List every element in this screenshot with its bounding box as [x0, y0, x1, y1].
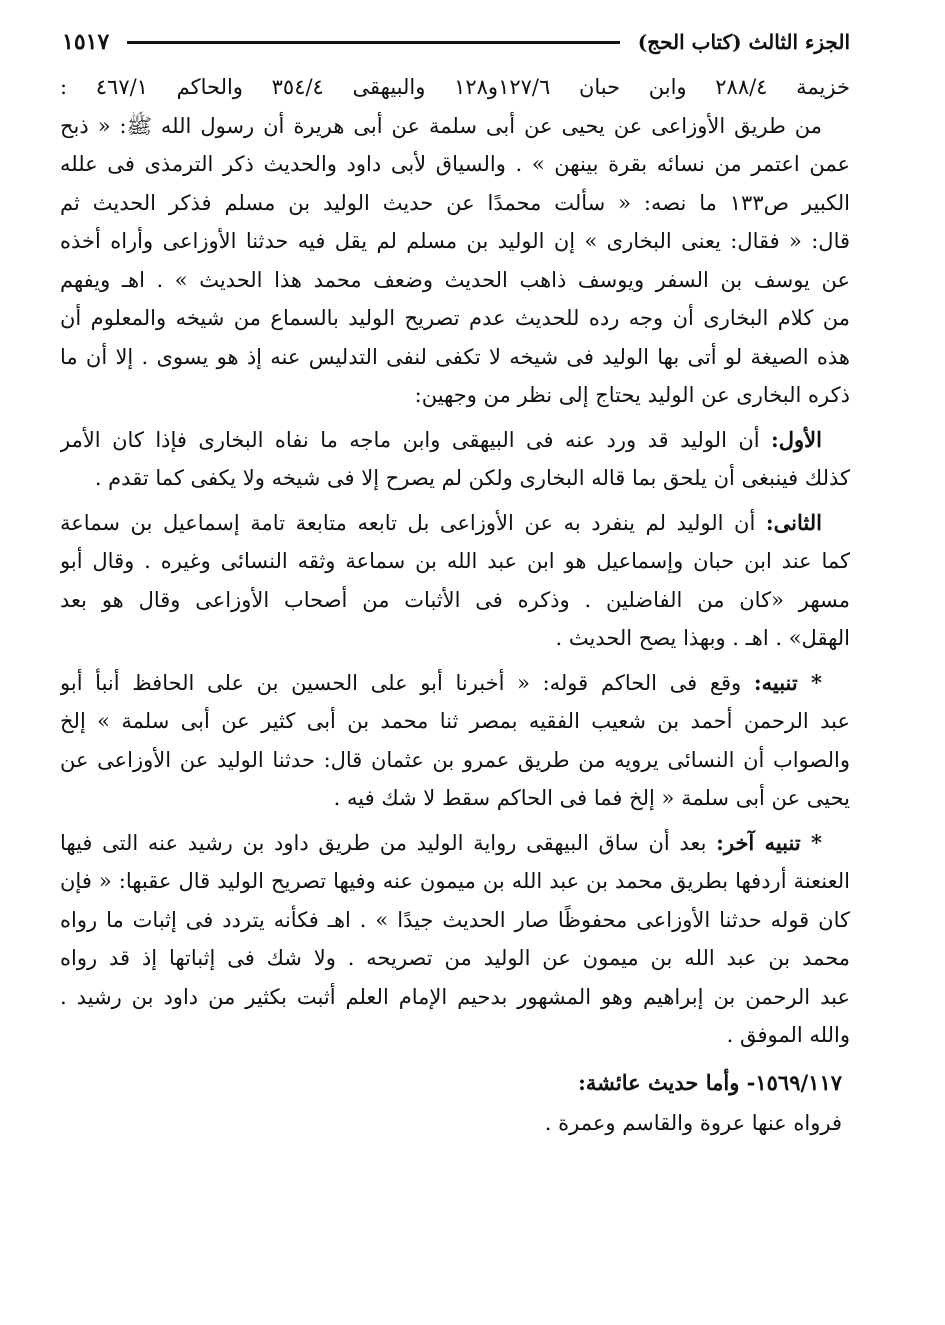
note-label: * تنبيه: [753, 669, 822, 695]
text-line: الهقل» . اهـ . وبهذا يصح الحديث . [555, 626, 850, 650]
text-line: هذه الصيغة لو أتى بها الوليد فى شيخه لا تكفى لنفى التدليس عنه إذ هو يسوى . إلا أن ما [60, 344, 850, 369]
text-line: كذلك فينبغى أن يلحق بما قاله البخارى ولكن لم يصرح إلا فى شيخه ولا يكفى كما تقدم . [94, 466, 850, 490]
section-heading: ١٥٦٩/١١٧- وأما حديث عائشة: [578, 1069, 842, 1095]
text-line: عن يوسف بن السفر ويوسف ذاهب الحديث وضعف محمد هذا الحديث » . اهـ ويفهم [60, 267, 850, 292]
first-point-text: أن الوليد قد ورد عنه فى البيهقى وابن ماجه ما نفاه البخارى فإذا كان الأمر [60, 427, 772, 452]
page-number: ١٥١٧ [62, 29, 110, 55]
section-text: فرواه عنها عروة والقاسم وعمرة . [544, 1110, 842, 1135]
second-note-line [60, 824, 850, 863]
text-line: ذكره البخارى عن الوليد يحتاج إلى نظر من وجهين: [414, 383, 850, 407]
first-point-label: الأول: [771, 426, 822, 452]
text-line: والله الموفق . [726, 1023, 850, 1047]
body-text [60, 68, 850, 1143]
second-point-text: أن الوليد لم ينفرد به عن الأوزاعى بل تابعه متابعة تامة إسماعيل بن سماعة [60, 510, 766, 535]
text-line: كان قوله حدثنا الأوزاعى محفوظًا صار الحديث جيدًا » . اهـ فكأنه يتردد فى إثبات ما رواه [60, 907, 850, 932]
text-line: قال: « فقال: يعنى البخارى » إن الوليد بن مسلم لم يقل فيه حدثنا الأوزاعى وأراه أخذه [60, 229, 850, 253]
text-line: كما عند ابن حبان وإسماعيل هو ابن عبد الله بن سماعة وثقه النسائى وغيره . وقال أبو [60, 549, 850, 573]
second-point-label: الثانى: [765, 509, 822, 535]
text-line: خزيمة ٢٨٨/٤ وابن حبان ١٢٧/٦و١٢٨ والبيهقى ٣٥٤/٤ والحاكم ٤٦٧/١ : [60, 75, 850, 99]
text-line: محمد بن عبد الله بن ميمون عن الوليد من تصريحه . ولا شك فى إثباتها إذ قد رواه [60, 946, 850, 970]
second-note-text: بعد أن ساق البيهقى رواية الوليد من طريق داود بن رشيد عنه التى فيها [60, 830, 717, 855]
second-point-line [60, 504, 850, 543]
first-point-line [60, 421, 850, 460]
note-text: وقع فى الحاكم قوله: « أخبرنا أبو على الحسين بن على الحافظ أنبأ أبو [60, 670, 754, 695]
text-line: عمن اعتمر من نسائه بقرة بينهن » . والسياق لأبى داود والحديث ذكر الترمذى فى علله [60, 152, 850, 176]
second-note-label: * تنبيه آخر: [716, 829, 823, 855]
text-line: والصواب أن النسائى يرويه من طريق عمرو بن عثمان قال: حدثنا الوليد عن الأوزاعى عن [60, 747, 850, 772]
book-page [60, 22, 850, 1312]
header-title: الجزء الثالث (كتاب الحج) [637, 30, 850, 54]
text-line: الكبير ص١٣٣ ما نصه: « سألت محمدًا عن حديث الوليد بن مسلم فذكر الحديث ثم [60, 190, 850, 215]
text-line: عبد الرحمن أحمد بن شعيب الفقيه بمصر ثنا محمد بن أبى كثير عن أبى سلمة » إلخ [60, 709, 850, 733]
text-line: العنعنة أردفها بطريق محمد بن عبد الله بن ميمون عنه وفيها تصريح الوليد قال عقبها: « فإن [60, 869, 850, 893]
note-line [60, 664, 850, 703]
text-line: عبد الرحمن بن إبراهيم وهو المشهور بدحيم الإمام العلم أثبت بكثير من داود بن رشيد . [60, 984, 850, 1009]
running-header [60, 22, 850, 62]
header-rule [127, 41, 619, 44]
text-line: من كلام البخارى أن وجه رده للحديث عدم تصريح الوليد بالسماع من شيخه والمعلوم أن [60, 306, 850, 330]
text-line: يحيى عن أبى سلمة « إلخ فما فى الحاكم سقط لا شك فيه . [333, 786, 850, 810]
text-line: مسهر «كان من الفاضلين . وذكره فى الأثبات من أصحاب الأوزاعى وقال هو بعد [60, 587, 850, 612]
text-line: من طريق الأوزاعى عن يحيى عن أبى سلمة عن أبى هريرة أن رسول الله ﷺ: « ذبح [60, 113, 822, 138]
